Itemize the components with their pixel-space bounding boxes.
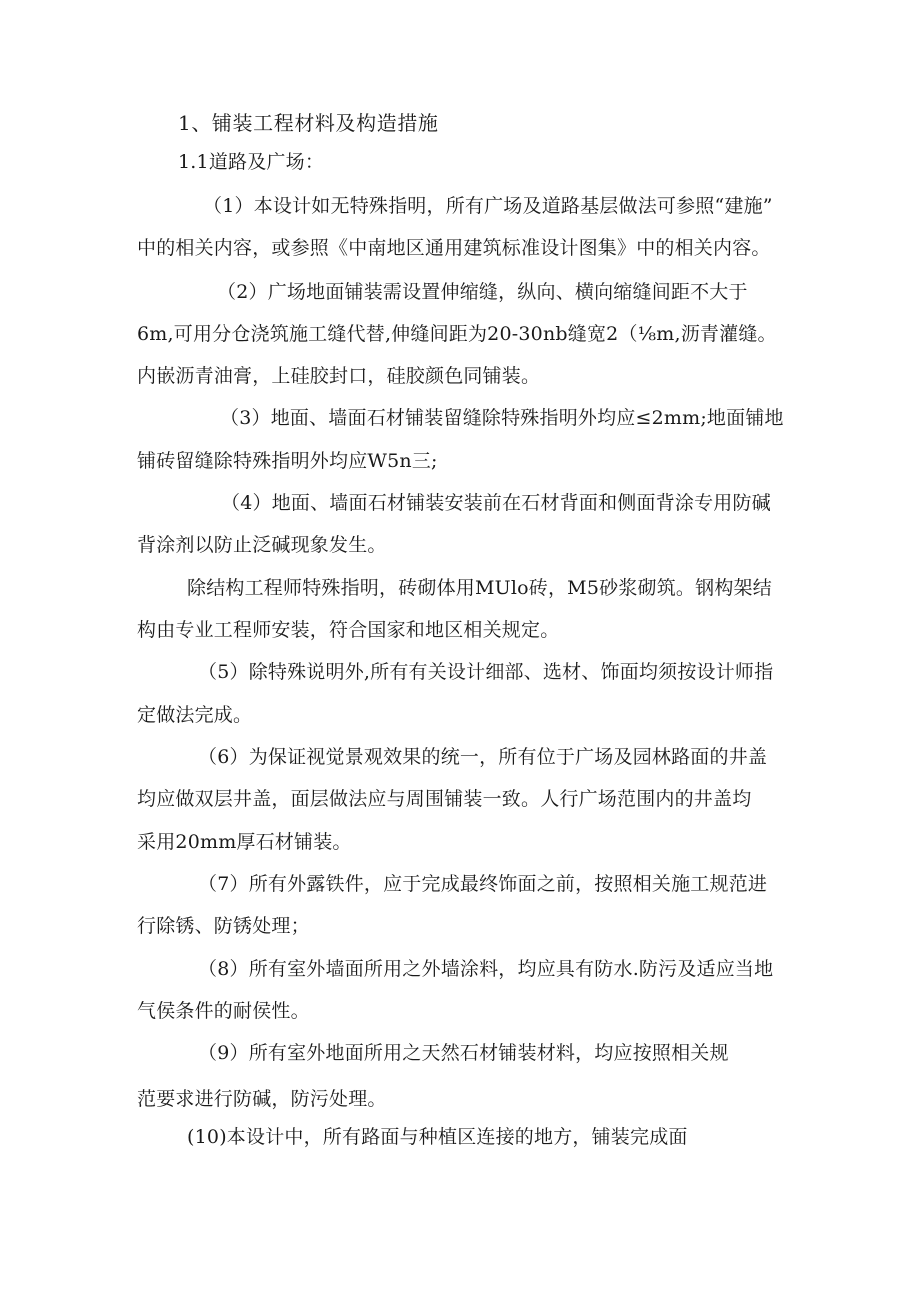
paragraph-5-line-2: 定做法完成。	[137, 704, 253, 726]
paragraph-6-line-2: 均应做双层井盖，面层做法应与周围铺装一致。人行广场范围内的井盖均	[137, 788, 752, 810]
paragraph-5-line-1: （5）除特殊说明外,所有有关设计细部、选材、饰面均须按设计师指	[198, 661, 774, 683]
paragraph-2-line-3: 内嵌沥青油膏，上硅胶封口，硅胶颜色同铺装。	[137, 365, 541, 387]
paragraph-7-line-2: 行除锈、防锈处理；	[137, 915, 310, 937]
paragraph-3-line-2: 铺砖留缝除特殊指明外均应W5n三;	[137, 450, 438, 472]
paragraph-10-line-1: (10)本设计中，所有路面与种植区连接的地方，铺装完成面	[187, 1126, 688, 1148]
paragraph-4-line-1: （4）地面、墙面石材铺装安装前在石材背面和侧面背涂专用防碱	[221, 492, 771, 514]
paragraph-3-line-1: （3）地面、墙面石材铺装留缝除特殊指明外均应≤2mm;地面铺地	[220, 407, 784, 429]
paragraph-9-line-2: 范要求进行防碱，防污处理。	[137, 1088, 387, 1110]
paragraph-6-line-1: （6）为保证视觉景观效果的统一，所有位于广场及园林路面的井盖	[198, 746, 768, 768]
section-title: 1、铺装工程材料及构造措施	[178, 111, 439, 135]
paragraph-1-line-1: （1）本设计如无特殊指明，所有广场及道路基层做法可参照“建施”	[203, 195, 773, 217]
paragraph-9-line-1: （9）所有室外地面所用之天然石材铺装材料，均应按照相关规	[198, 1042, 729, 1064]
subsection-title: 1.1道路及广场：	[178, 151, 325, 173]
paragraph-structure-line-2: 构由专业工程师安装，符合国家和地区相关规定。	[137, 619, 560, 641]
paragraph-2-line-1: （2）广场地面铺装需设置伸缩缝，纵向、横向缩缝间距不大于	[217, 281, 748, 303]
paragraph-structure-line-1: 除结构工程师特殊指明，砖砌体用MUlo砖，M5砂浆砌筑。钢构架结	[187, 577, 772, 599]
paragraph-4-line-2: 背涂剂以防止泛碱现象发生。	[137, 534, 387, 556]
paragraph-2-line-2: 6m,可用分仓浇筑施工缝代替,伸缝间距为20-30nb缝宽2（⅛m,沥青灌缝。	[137, 323, 777, 345]
paragraph-8-line-1: （8）所有室外墙面所用之外墙涂料，均应具有防水.防污及适应当地	[198, 958, 774, 980]
paragraph-6-line-3: 采用20mm厚石材铺装。	[137, 831, 352, 853]
paragraph-7-line-1: （7）所有外露铁件，应于完成最终饰面之前，按照相关施工规范进	[198, 873, 768, 895]
paragraph-1-line-2: 中的相关内容，或参照《中南地区通用建筑标准设计图集》中的相关内容。	[137, 237, 771, 259]
paragraph-8-line-2: 气侯条件的耐侯性。	[137, 1000, 310, 1022]
